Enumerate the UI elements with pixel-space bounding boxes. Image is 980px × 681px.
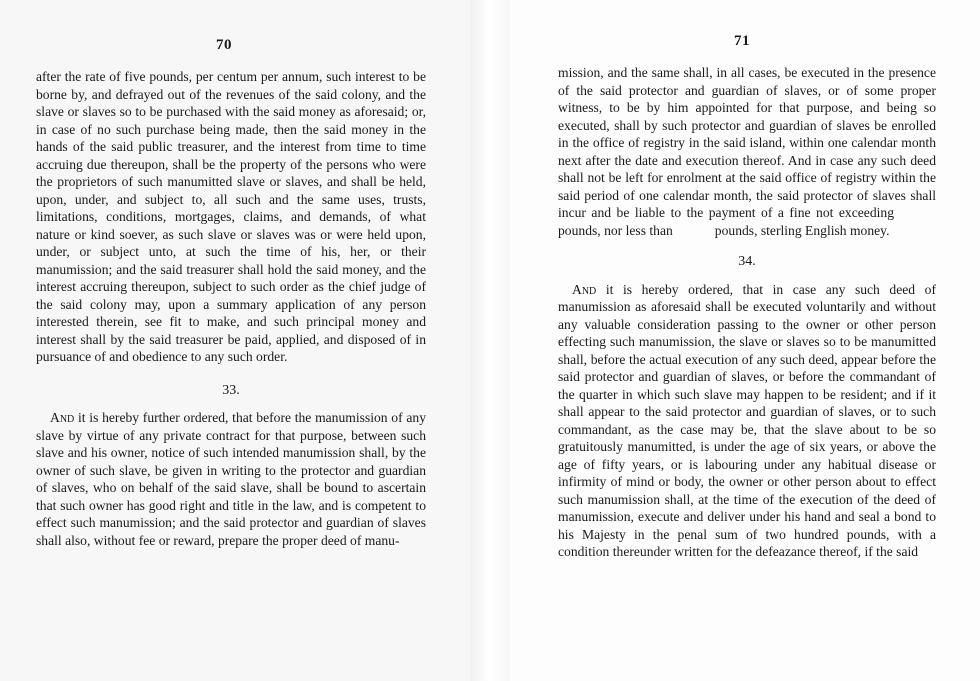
continued-text-c: pounds, sterling English money. [714, 222, 890, 238]
section-33-paragraph [36, 409, 426, 549]
section-34-body: it is hereby ordered, that in case any such deed of manumission as aforesaid shall be executed voluntarily and without any valuable consideration passing to the owner or other person effecting such manumission, the slave or slaves so to be manumitted shall, before the actual execution of any such deed, appear before the said protector and guardian of slaves, or before the commandant of the quarter in which such slave may happen to be resident; and if it shall appear to the said protector and guardian of slaves, or to such commandant, as the case may be, that the slave about to be so gratuitously manumitted, is under the age of six years, or above the age of fifty years, or is labouring under any habitual disease or infirmity of mind or body, the owner or other person about to effect such manumission shall, at the time of the execution of the deed of manumission, execute and deliver under his hand and seal a bond to his Majesty in the penal sum of two hundred pounds, with a condition thereunder written for the defeazance thereof, if the said [558, 281, 936, 559]
section-number-34: 34. [738, 254, 756, 269]
page-number-left: 70 [216, 37, 232, 53]
section-number-33: 33. [222, 382, 240, 398]
section-33-lead-word: And [50, 410, 75, 425]
right-column-text [558, 64, 936, 561]
section-33-body: it is hereby further ordered, that before the manumission of any slave by virtue of any private contract for that purpose, between such slave and his owner, notice of such intended manumission shall, by the owner of such slave, be given in writing to the protector and guardian of slaves, who on behalf of the said slave, shall be bound to ascertain that such owner has good right and title in the law, and is competent to effect such manumission; and the said protector and guardian of slaves shall also, without fee or reward, prepare the proper deed of manu- [36, 410, 426, 548]
left-column-text [36, 68, 426, 549]
continued-text-b: pounds, nor less than [558, 222, 673, 238]
section-34-lead-word: And [572, 281, 597, 297]
page-number-right: 71 [734, 33, 750, 49]
continued-text-a: mission, and the same shall, in all cases, be executed in the presence of the said protector and guardian of slaves, or of some proper witness, to be by him appointed for that purpose, and being so executed, shall by such protector and guardian of slaves be enrolled in the office of registry in the said island, within one calendar month next after the date and execution thereof. And in case any such deed shall not be left for enrolment at the said office of registry within the said period of one calendar month, the said protector of slaves shall incur and be liable to the payment of a fine not exceeding [558, 65, 936, 220]
section-34-paragraph [558, 281, 936, 561]
continued-paragraph: after the rate of five pounds, per centum per annum, such interest to be borne by, and defrayed out of the revenues of the said colony, and the slave or slaves so to be purchased with the said money as aforesaid; or, in case of no such purchase being made, then the said money in the hands of the said public treasurer, and the interest from time to time accruing due thereupon, shall be the property of the persons who were the proprietors of such manumitted slave or slaves, and shall be held, upon, under, and subject to, all such and the same uses, trusts, limitations, conditions, mortgages, claims, and demands, of what nature or kind soever, as such slave or slaves was or were held upon, under, or subject unto, at such the time of his, her, or their manumission; and the said treasurer shall hold the said money, and the interest accruing thereupon, subject to such order as the chief judge of the said colony may, upon a summary application of any person interested therein, see fit to make, and such principal money and interest shall by the said treasurer be paid, applied, and disposed of in pursuance of and obedience to any such order. [36, 69, 426, 364]
book-gutter [470, 0, 510, 681]
left-page [0, 0, 470, 681]
continued-paragraph-right [558, 64, 936, 239]
